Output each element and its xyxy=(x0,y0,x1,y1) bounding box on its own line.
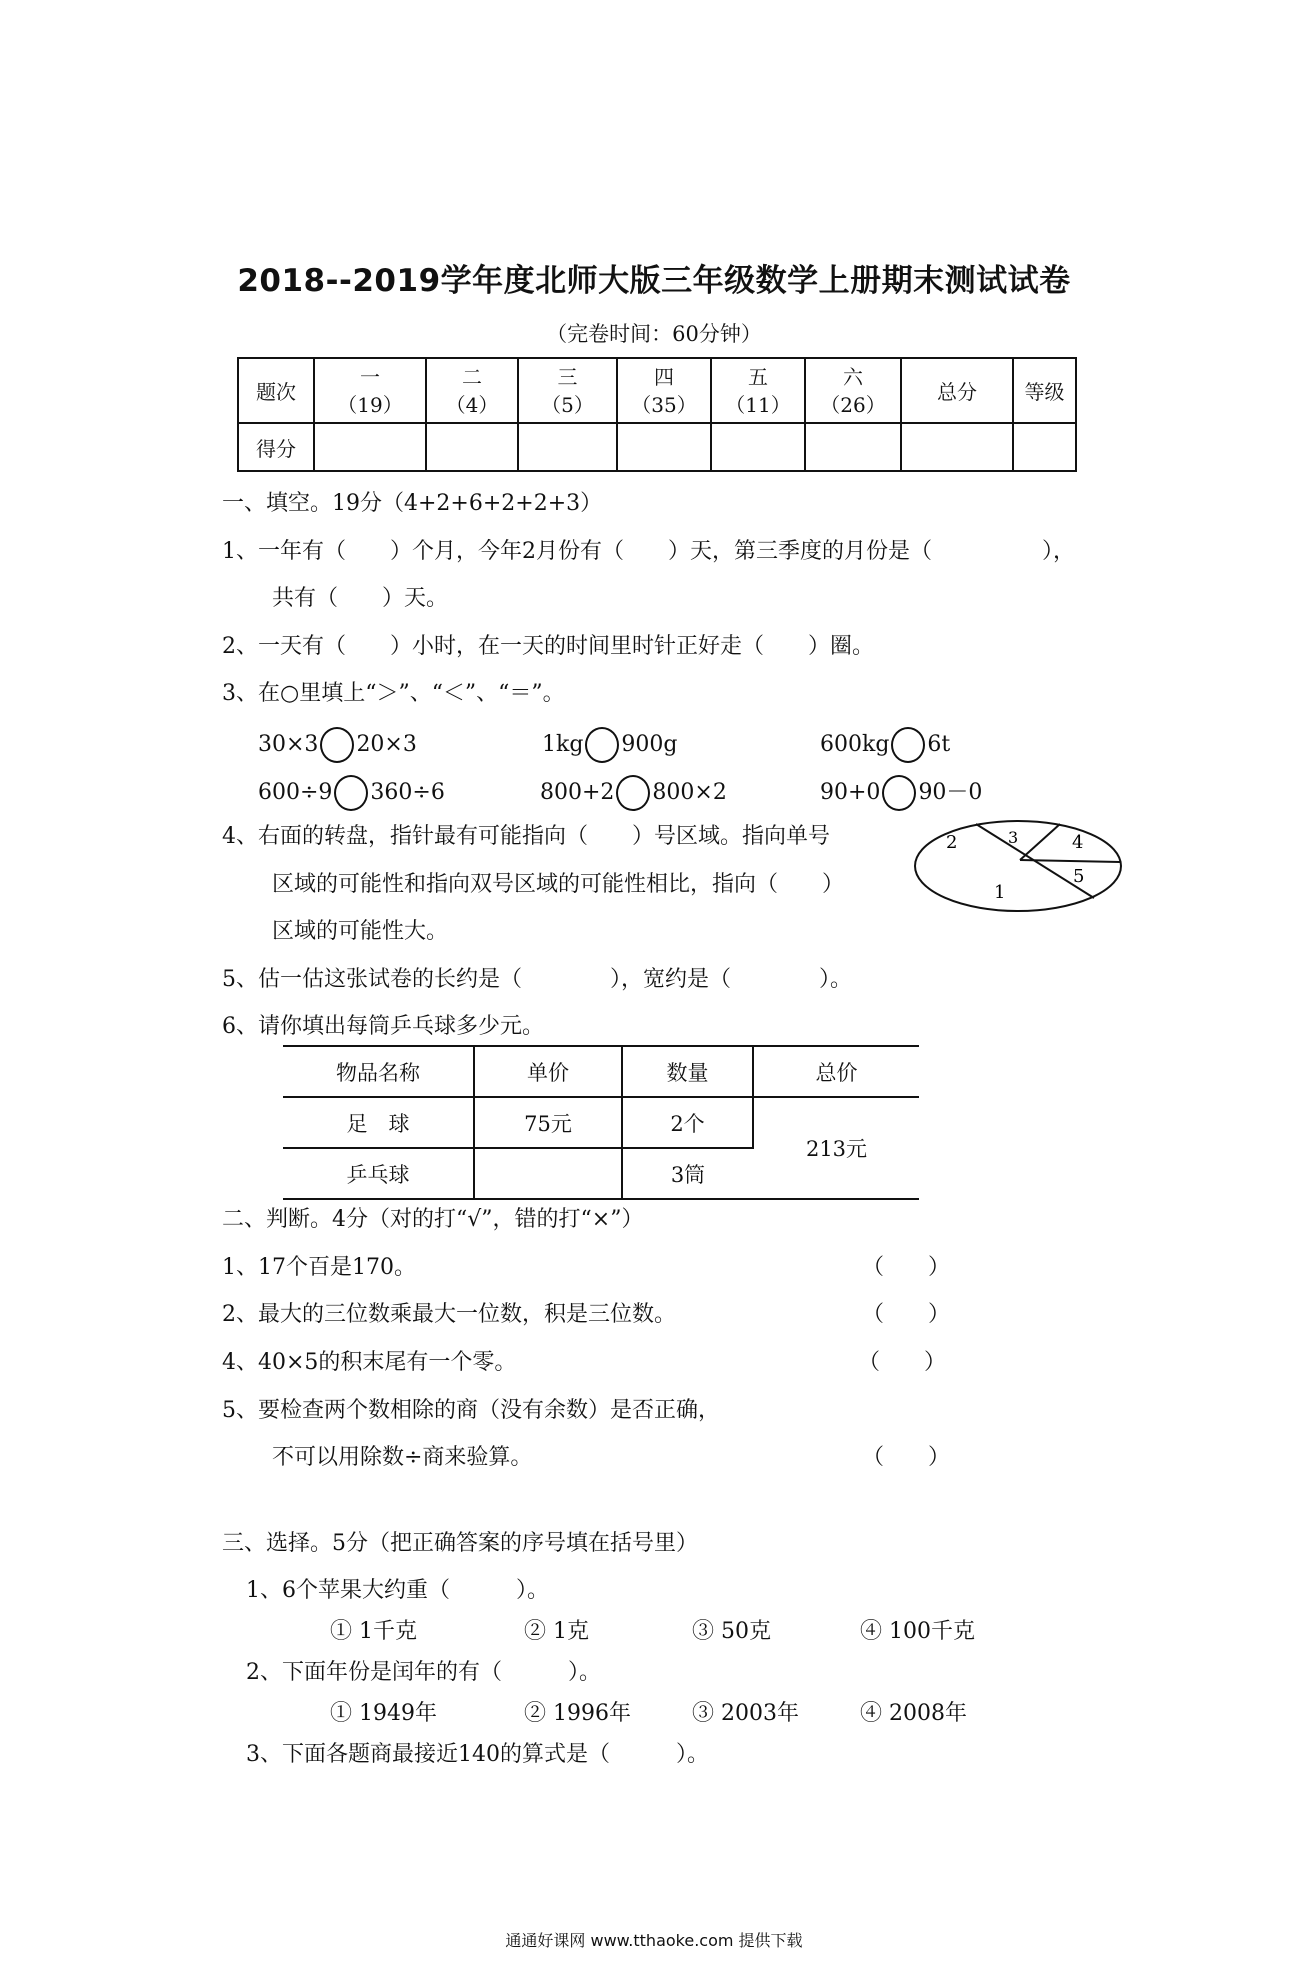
compare-item: 800+2 800×2 xyxy=(540,775,727,811)
price-cell: 乒乓球 xyxy=(283,1148,474,1199)
price-header: 物品名称 xyxy=(283,1046,474,1097)
q1-line1: 1、一年有（ ）个月，今年2月份有（ ）天，第三季度的月份是（ ）， xyxy=(222,539,1075,564)
score-row-label: 得分 xyxy=(238,423,314,471)
q4-line2: 区域的可能性和指向双号区域的可能性相比，指向（ ） xyxy=(272,872,845,897)
judge-paren[interactable]: （ ） xyxy=(862,1302,951,1327)
price-header: 数量 xyxy=(622,1046,753,1097)
judge-paren[interactable]: （ ） xyxy=(862,1255,951,1280)
score-col-grade: 等级 xyxy=(1013,358,1076,423)
q1-line2: 共有（ ）天。 xyxy=(272,586,449,611)
spinner-divider xyxy=(1020,824,1060,860)
page-footer: 通通好课网 www.tthaoke.com 提供下载 xyxy=(505,1931,803,1950)
judge-item: 5、要检查两个数相除的商（没有余数）是否正确， xyxy=(222,1398,720,1423)
choice-option[interactable]: ② 1996年 xyxy=(524,1701,631,1726)
score-cell[interactable] xyxy=(426,423,518,471)
choice-option[interactable]: ④ 100千克 xyxy=(860,1619,975,1644)
judge-item: 2、最大的三位数乘最大一位数，积是三位数。 xyxy=(222,1302,676,1327)
choice-option[interactable]: ③ 50克 xyxy=(692,1619,771,1644)
price-answer-cell[interactable] xyxy=(474,1148,622,1199)
compare-circle[interactable] xyxy=(882,775,916,811)
spinner-diagram xyxy=(910,810,1130,922)
score-cell[interactable] xyxy=(1013,423,1076,471)
judge-paren[interactable]: （ ） xyxy=(858,1350,947,1375)
score-cell[interactable] xyxy=(617,423,711,471)
choice-q3: 3、下面各题商最接近140的算式是（ ）。 xyxy=(246,1742,709,1767)
spinner-label-4: 4 xyxy=(1072,832,1084,853)
judge-item: 1、17个百是170。 xyxy=(222,1255,416,1280)
price-table xyxy=(283,1045,919,1200)
spinner-label-5: 5 xyxy=(1073,866,1085,887)
compare-circle[interactable] xyxy=(320,727,354,763)
q2: 2、一天有（ ）小时，在一天的时间里时针正好走（ ）圈。 xyxy=(222,634,874,659)
spinner-label-1: 1 xyxy=(994,882,1006,903)
judge-item: 4、40×5的积末尾有一个零。 xyxy=(222,1350,517,1375)
price-header: 单价 xyxy=(474,1046,622,1097)
compare-item: 600÷9 360÷6 xyxy=(258,775,445,811)
compare-circle[interactable] xyxy=(891,727,925,763)
price-cell: 3筒 xyxy=(622,1148,753,1199)
q4-line3: 区域的可能性大。 xyxy=(272,919,449,944)
q6: 6、请你填出每筒乒乓球多少元。 xyxy=(222,1014,544,1039)
judge-paren[interactable]: （ ） xyxy=(862,1445,951,1470)
compare-item: 1kg 900g xyxy=(542,727,678,763)
section2-heading: 二、判断。4分（对的打“√”，错的打“×”） xyxy=(222,1207,644,1232)
score-cell[interactable] xyxy=(518,423,617,471)
score-col-4: 四 （35） xyxy=(617,358,711,423)
compare-item: 90+0 90－0 xyxy=(820,775,982,811)
compare-circle[interactable] xyxy=(585,727,619,763)
price-total: 213元 xyxy=(753,1097,919,1199)
score-table xyxy=(237,357,1077,472)
compare-item: 30×3 20×3 xyxy=(258,727,417,763)
choice-option[interactable]: ① 1949年 xyxy=(330,1701,437,1726)
score-cell[interactable] xyxy=(901,423,1013,471)
spinner-label-2: 2 xyxy=(946,832,958,853)
score-col-6: 六 （26） xyxy=(805,358,901,423)
price-cell: 足 球 xyxy=(283,1097,474,1148)
score-col-3: 三 （5） xyxy=(518,358,617,423)
section1-heading: 一、填空。19分（4+2+6+2+2+3） xyxy=(222,491,603,516)
compare-item: 600kg 6t xyxy=(820,727,950,763)
choice-option[interactable]: ③ 2003年 xyxy=(692,1701,799,1726)
choice-q2: 2、下面年份是闰年的有（ ）。 xyxy=(246,1660,601,1685)
section3-heading: 三、选择。5分（把正确答案的序号填在括号里） xyxy=(222,1531,698,1556)
compare-circle[interactable] xyxy=(334,775,368,811)
q3-intro: 3、在○里填上“＞”、“＜”、“＝”。 xyxy=(222,681,565,706)
price-header: 总价 xyxy=(753,1046,919,1097)
choice-option[interactable]: ④ 2008年 xyxy=(860,1701,967,1726)
exam-duration: （完卷时间：60分钟） xyxy=(546,322,762,346)
price-cell: 75元 xyxy=(474,1097,622,1148)
choice-option[interactable]: ② 1克 xyxy=(524,1619,589,1644)
price-cell: 2个 xyxy=(622,1097,753,1148)
score-cell[interactable] xyxy=(314,423,426,471)
score-row-header: 题次 xyxy=(238,358,314,423)
score-col-5: 五 （11） xyxy=(711,358,805,423)
choice-q1: 1、6个苹果大约重（ ）。 xyxy=(246,1578,549,1603)
score-col-total: 总分 xyxy=(901,358,1013,423)
score-cell[interactable] xyxy=(805,423,901,471)
q5: 5、估一估这张试卷的长约是（ ），宽约是（ ）。 xyxy=(222,967,852,992)
page-title: 2018--2019学年度北师大版三年级数学上册期末测试试卷 xyxy=(237,263,1071,299)
compare-circle[interactable] xyxy=(616,775,650,811)
choice-option[interactable]: ① 1千克 xyxy=(330,1619,417,1644)
judge-item: 不可以用除数÷商来验算。 xyxy=(272,1445,533,1470)
spinner-label-3: 3 xyxy=(1008,828,1019,847)
q4-line1: 4、右面的转盘，指针最有可能指向（ ）号区域。指向单号 xyxy=(222,824,830,849)
score-cell[interactable] xyxy=(711,423,805,471)
score-col-2: 二 （4） xyxy=(426,358,518,423)
score-col-1: 一 （19） xyxy=(314,358,426,423)
